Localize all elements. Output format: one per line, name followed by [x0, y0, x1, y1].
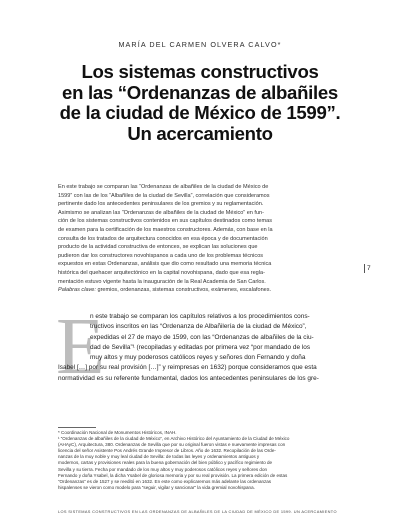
footnotes: [58, 430, 358, 491]
abstract-line: Asimismo se analizan las “Ordenanzas de albañiles de la ciudad de México” en fun-: [58, 209, 264, 216]
article-title: [20, 62, 380, 144]
abstract-line: histórica del quehacer arquitectónico en la capital novohispana, dado que esa regla-: [58, 269, 265, 276]
title-line: de la ciudad de México de 1599”.: [59, 102, 341, 123]
abstract-line: mentación estuvo vigente hasta la inauguración de la Real Academia de San Carlos.: [58, 278, 266, 285]
abstract-line: En este trabajo se comparan las “Ordenanzas de albañiles de la ciudad de México de: [58, 184, 269, 190]
abstract-line: pertinente dado los antecedentes peninsulares de los gremios y su reglamentación.: [58, 201, 264, 208]
body-line: tructivos inscritos en las “Ordenanza de Albañilería de la ciudad de México”,: [90, 323, 307, 331]
drop-cap: E: [56, 303, 105, 391]
footnote-line: hispalenses se vieron como modelo para “seguir, vigilar y sancionar” la vida gremial novohispana.: [58, 484, 255, 490]
body-line: normatividad es su referente fundamental, dados los antecedentes peninsulares de los gre-: [58, 374, 319, 382]
keywords-text: gremios, ordenanzas, sistemas constructivos, exámenes, escalafones.: [95, 287, 272, 294]
body-line: muy altos y muy poderosos católicos reyes y señores don Fernando y doña: [90, 354, 306, 362]
body-line: Isabel […] por su real provisión […]” y reimpresas en 1632) porque consideramos que esta: [58, 364, 317, 372]
footnote-line: modernos, cartas y provisiones reales para la buena gobernación del bien público y pacífico regimiento de: [58, 460, 273, 466]
author-name: MARÍA DEL CARMEN OLVERA CALVO*: [118, 40, 282, 49]
body-text: [58, 312, 358, 384]
body-line: n este trabajo se comparan los capítulos relativos a los procedimientos cons-: [90, 313, 310, 320]
footnote-line: * Coordinación Nacional de Monumentos Históricos, INAH.: [58, 430, 177, 435]
body-line: expedidas el 27 de mayo de 1599, con las “Ordenanzas de albañiles de la ciu-: [90, 333, 314, 341]
title-line: en las “Ordenanzas de albañiles: [62, 81, 338, 103]
abstract-line: 1599” con las de los “Albañiles de la ciudad de Sevilla”, correlación que consideramos: [58, 192, 270, 199]
running-footer: LOS SISTEMAS CONSTRUCTIVOS EN LAS ORDENANZAS DE ALBAÑILES DE LA CIUDAD DE MÉXICO DE 1599. UN ACERCAMIENTO: [58, 509, 337, 514]
abstract-line: ción de los sistemas constructivos contenidos en sus capítulos destinados como temas: [58, 218, 272, 225]
keywords-label: Palabras clave:: [58, 287, 96, 294]
abstract-line: de examen para la certificación de los maestros constructores. Además, con base en la: [58, 226, 273, 233]
page-number-divider: [364, 264, 365, 273]
footnote-line: nanzas de la muy noble y muy leal ciudad de Sevilla: de todas las leyes y ordenamientos antiguos y: [58, 454, 260, 460]
page-number: 7: [367, 265, 371, 272]
footnote-line: Fernando y doña Ysabel, la dicha Ysabel de gloriosa memoria y por su real provisión. La primera edición de estas: [58, 472, 288, 478]
abstract-line: producto de la actividad constructiva de entonces, se explican las soluciones que: [58, 244, 258, 251]
abstract-line: expuestos en estas Ordenanzas, análisis que dio como resultado una memoria técnica: [58, 261, 272, 268]
body-line: dad de Sevilla”¹ (recopiladas y editadas por primera vez “por mandado de los: [90, 343, 311, 351]
footnote-rule: [58, 427, 96, 428]
footnote-line: Sevilla y su tierra. Fecha por mandado de los muy altos y muy poderosos católicos reyes y señores don: [58, 466, 268, 472]
abstract-line: pudieron dar los constructores novohispanos a cada uno de los problemas técnicos: [58, 252, 264, 259]
footnote-line: ¹ “Ordenanzas de albañiles de la ciudad de México”, en Archivo Histórico del Ayuntamiento de la Ciudad de México: [58, 436, 290, 442]
keywords: [58, 286, 354, 295]
abstract-line: consulta de los tratados de arquitectura conocidos en esa época y de documentación: [58, 235, 268, 242]
title-line: Un acercamiento: [127, 122, 273, 144]
footnote-line: (AHAyC), Arquitectura, 380. Ordenanzas de Sevilla que por su original fueron vistas e nuevamente impresas con: [58, 442, 286, 448]
title-line: Los sistemas constructivos: [81, 61, 319, 82]
footnote-line: licencia del señor Asistente Pos Andrés Grande Impresor de Libros. Año de 1632. Recopilación de las Orde-: [58, 448, 276, 454]
abstract: [58, 183, 354, 295]
footnote-line: “Ordenanzas” es de 1527 y se reeditó en 1632. En este como explicaremos más adelante las ordenanzas: [58, 478, 272, 484]
